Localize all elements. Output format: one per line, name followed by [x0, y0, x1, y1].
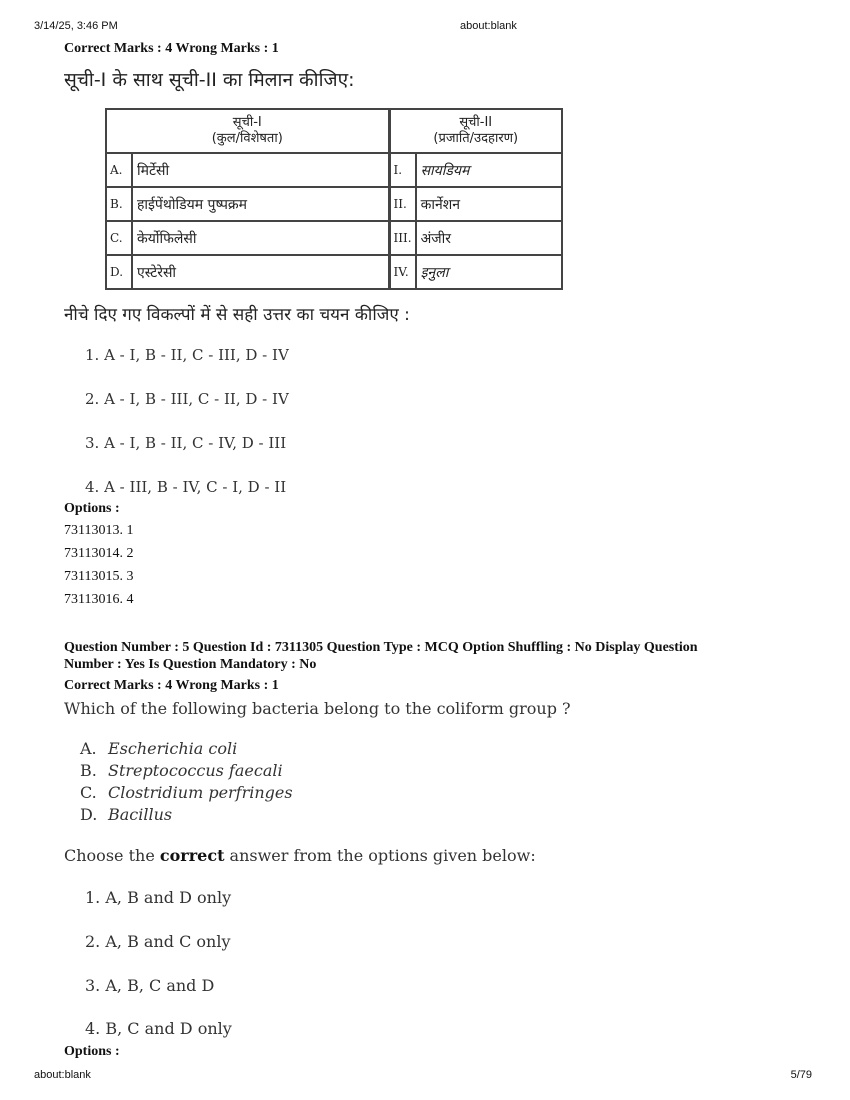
match-table: [105, 108, 563, 290]
q5-item-d: [80, 805, 172, 824]
list1-title: सूची-I: [232, 115, 262, 130]
item-key: A.: [80, 739, 97, 758]
q4-choose-instruction: नीचे दिए गए विकल्पों में से सही उत्तर का चयन कीजिए :: [64, 305, 410, 325]
choose-pre: Choose the: [64, 846, 160, 865]
q5-meta-line2: Number : Yes Is Question Mandatory : No: [64, 657, 317, 672]
row-value: इनुला: [416, 255, 562, 289]
match-table-header: [106, 109, 562, 153]
q4-option-3: 73113015. 3: [64, 569, 134, 584]
q4-instruction: सूची-I के साथ सूची-II का मिलान कीजिए:: [64, 69, 355, 91]
row-key: II.: [389, 187, 416, 221]
q4-answer-4: 4. A - III, B - IV, C - I, D - II: [85, 478, 287, 496]
row-key: B.: [106, 187, 132, 221]
q4-option-4: 73113016. 4: [64, 592, 134, 607]
row-key: C.: [106, 221, 132, 255]
row-value: मिर्टेसी: [132, 153, 389, 187]
item-value: Clostridium perfringes: [108, 783, 293, 802]
row-value: सायडियम: [416, 153, 562, 187]
row-key: III.: [389, 221, 416, 255]
print-datetime: 3/14/25, 3:46 PM: [34, 20, 118, 32]
item-key: D.: [80, 805, 98, 824]
list2-header: [389, 109, 562, 153]
row-value: अंजीर: [416, 221, 562, 255]
table-row: [106, 255, 562, 289]
q5-item-a: [80, 739, 237, 758]
item-key: B.: [80, 761, 97, 780]
item-value: Streptococcus faecali: [108, 761, 283, 780]
q5-answer-4: 4. B, C and D only: [85, 1019, 232, 1038]
list2-title: सूची-II: [459, 115, 493, 130]
q5-question: Which of the following bacteria belong to the coliform group ?: [64, 699, 571, 718]
item-value: Escherichia coli: [108, 739, 238, 758]
print-url: about:blank: [460, 20, 517, 32]
item-key: C.: [80, 783, 97, 802]
q4-answer-2: 2. A - I, B - III, C - II, D - IV: [85, 390, 289, 408]
list1-header: [106, 109, 389, 153]
q4-marks: Correct Marks : 4 Wrong Marks : 1: [64, 41, 279, 56]
row-key: IV.: [389, 255, 416, 289]
table-row: [106, 187, 562, 221]
table-row: [106, 153, 562, 187]
table-row: [106, 221, 562, 255]
q5-options-label: Options :: [64, 1044, 120, 1059]
q5-item-c: [80, 783, 293, 802]
q4-answer-3: 3. A - I, B - II, C - IV, D - III: [85, 434, 287, 452]
q5-answer-3: 3. A, B, C and D: [85, 976, 215, 995]
q5-choose-instruction: [64, 846, 536, 865]
q5-item-b: [80, 761, 283, 780]
choose-bold: correct: [159, 846, 225, 865]
item-value: Bacillus: [108, 805, 173, 824]
row-key: A.: [106, 153, 132, 187]
list1-subtitle: (कुल/विशेषता): [211, 131, 283, 146]
row-value: कार्नेशन: [416, 187, 562, 221]
row-value: एस्टेरेसी: [132, 255, 389, 289]
q4-answer-1: 1. A - I, B - II, C - III, D - IV: [85, 346, 289, 364]
row-key: D.: [106, 255, 132, 289]
q4-option-2: 73113014. 2: [64, 546, 134, 561]
q4-options-label: Options :: [64, 501, 120, 516]
q5-answer-2: 2. A, B and C only: [85, 932, 231, 951]
q5-marks: Correct Marks : 4 Wrong Marks : 1: [64, 678, 279, 693]
q5-meta-line1: Question Number : 5 Question Id : 7311305 Question Type : MCQ Option Shuffling : No Display Question: [64, 640, 698, 655]
row-key: I.: [389, 153, 416, 187]
choose-post: answer from the options given below:: [224, 846, 536, 865]
row-value: केर्योफिलेसी: [132, 221, 389, 255]
q4-option-1: 73113013. 1: [64, 523, 134, 538]
page-number: 5/79: [790, 1069, 812, 1081]
row-value: हाईपेंथोडियम पुष्पक्रम: [132, 187, 389, 221]
footer-url: about:blank: [34, 1069, 91, 1081]
q5-answer-1: 1. A, B and D only: [85, 888, 232, 907]
list2-subtitle: (प्रजाति/उदहारण): [433, 131, 519, 146]
